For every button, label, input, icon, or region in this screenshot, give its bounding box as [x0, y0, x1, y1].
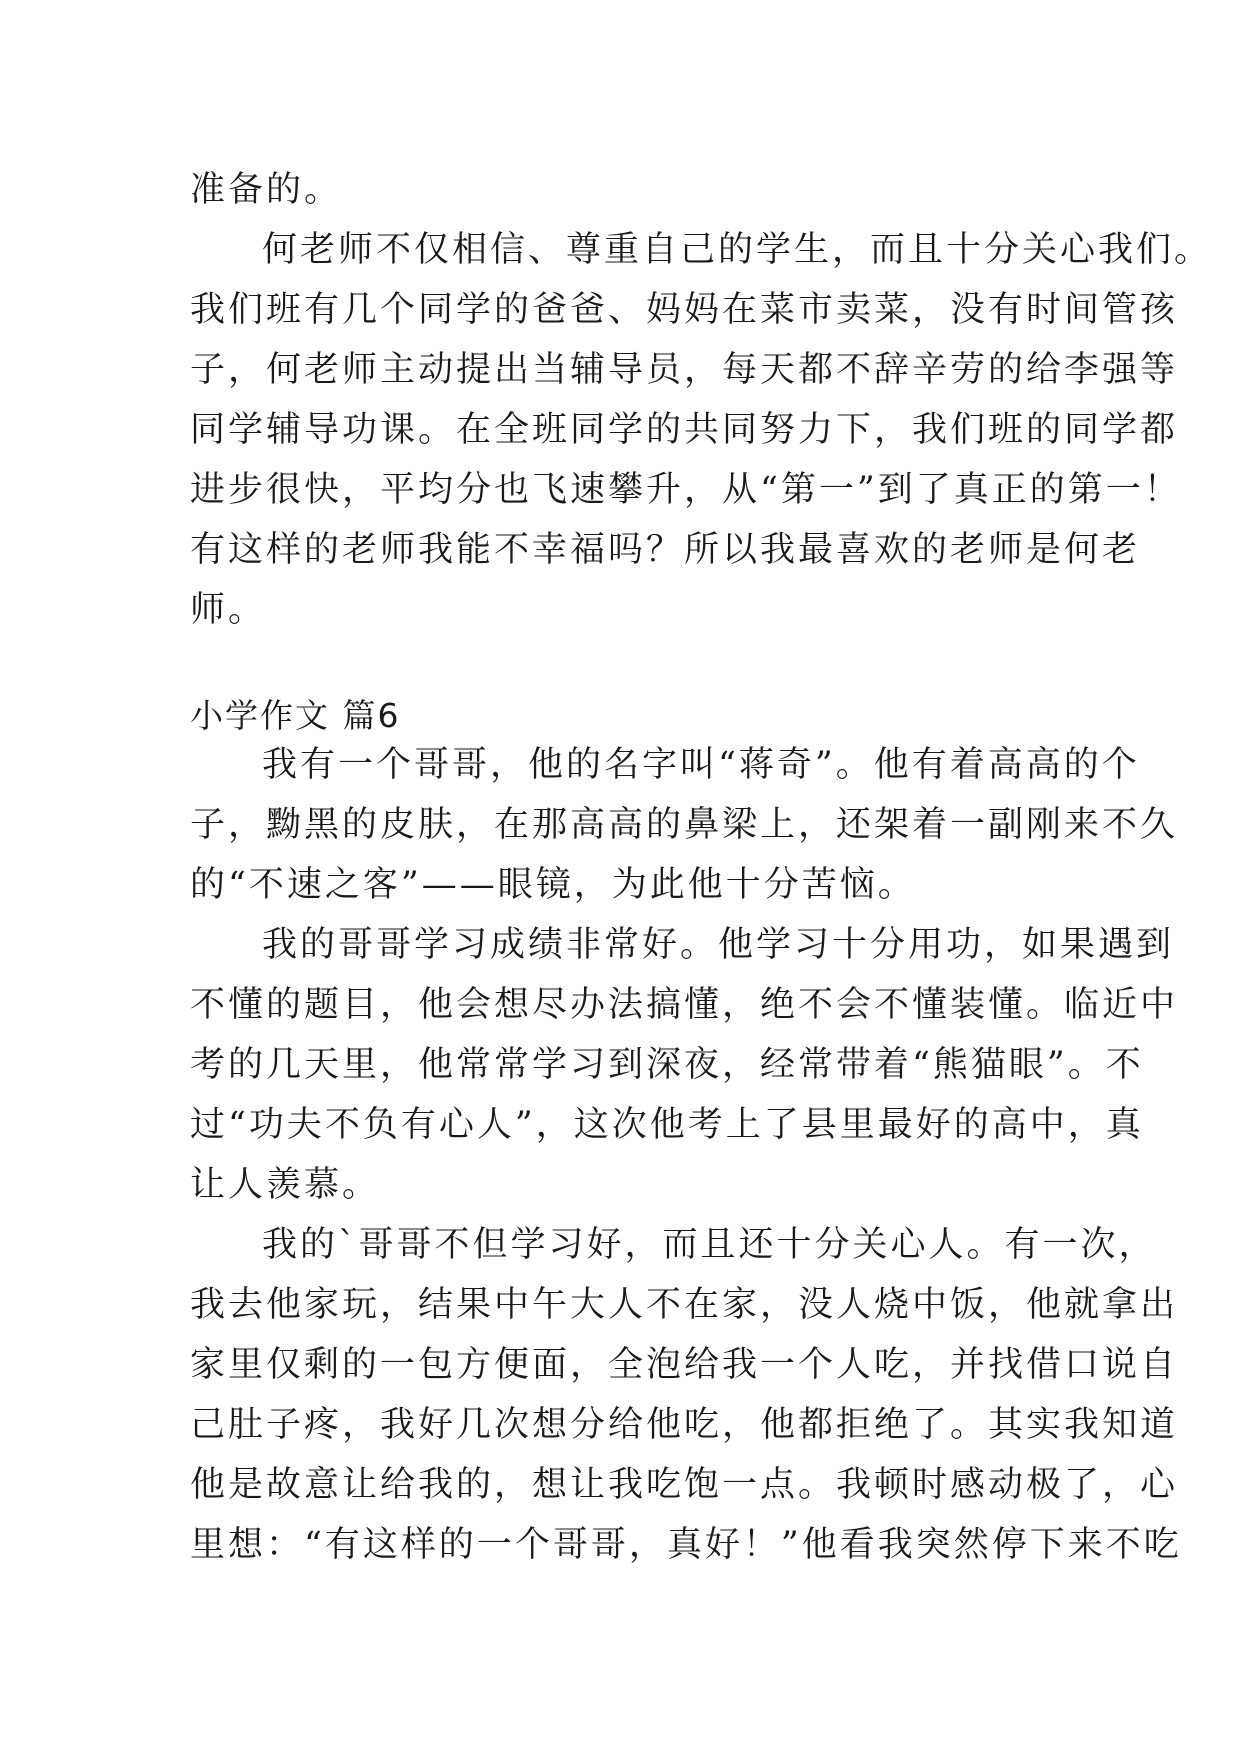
paragraph-line: 有这样的老师我能不幸福吗？所以我最喜欢的老师是何老: [190, 530, 1141, 570]
paragraph-line: 进步很快，平均分也飞速攀升，从“第一”到了真正的第一！: [190, 470, 1182, 510]
paragraph-line: 师。: [190, 590, 267, 630]
essay-section-brother: [190, 735, 1182, 1575]
paragraph-line: 考的几天里，他常常学习到深夜，经常带着“熊猫眼”。不: [190, 1045, 1144, 1085]
paragraph-line: 我们班有几个同学的爸爸、妈妈在菜市卖菜，没有时间管孩: [190, 290, 1179, 330]
paragraph-line: 我的哥哥学习成绩非常好。他学习十分用功，如果遇到: [262, 925, 1175, 965]
paragraph-line: 的“不速之客”——眼镜，为此他十分苦恼。: [190, 865, 916, 905]
paragraph-line: 我去他家玩，结果中午大人不在家，没人烧中饭，他就拿出: [190, 1285, 1179, 1325]
paragraph-line: 里想：“有这样的一个哥哥，真好！”他看我突然停下来不吃: [190, 1525, 1182, 1565]
paragraph-line: 准备的。: [190, 170, 343, 210]
paragraph-line: 己肚子疼，我好几次想分给他吃，他都拒绝了。其实我知道: [190, 1405, 1179, 1445]
paragraph-line: 不懂的题目，他会想尽办法搞懂，绝不会不懂装懂。临近中: [190, 985, 1179, 1025]
essay-heading: 小学作文 篇6: [190, 696, 401, 735]
paragraph-line: 同学辅导功课。在全班同学的共同努力下，我们班的同学都: [190, 410, 1179, 450]
paragraph-line: 他是故意让给我的，想让我吃饱一点。我顿时感动极了，心: [190, 1465, 1179, 1505]
paragraph-line: 何老师不仅相信、尊重自己的学生，而且十分关心我们。: [262, 230, 1213, 270]
paragraph-line: 子，黝黑的皮肤，在那高高的鼻梁上，还架着一副刚来不久: [190, 805, 1179, 845]
paragraph-line: 子，何老师主动提出当辅导员，每天都不辞辛劳的给李强等: [190, 350, 1179, 390]
paragraph-line: 我的`哥哥不但学习好，而且还十分关心人。有一次，: [262, 1225, 1157, 1265]
paragraph-line: 我有一个哥哥，他的名字叫“蒋奇”。他有着高高的个: [262, 745, 1140, 785]
essay-section-teacher: [190, 160, 1213, 640]
paragraph-line: 让人羡慕。: [190, 1165, 381, 1205]
paragraph-line: 家里仅剩的一包方便面，全泡给我一个人吃，并找借口说自: [190, 1345, 1179, 1385]
paragraph-line: 过“功夫不负有心人”，这次他考上了县里最好的高中，真: [190, 1105, 1144, 1145]
